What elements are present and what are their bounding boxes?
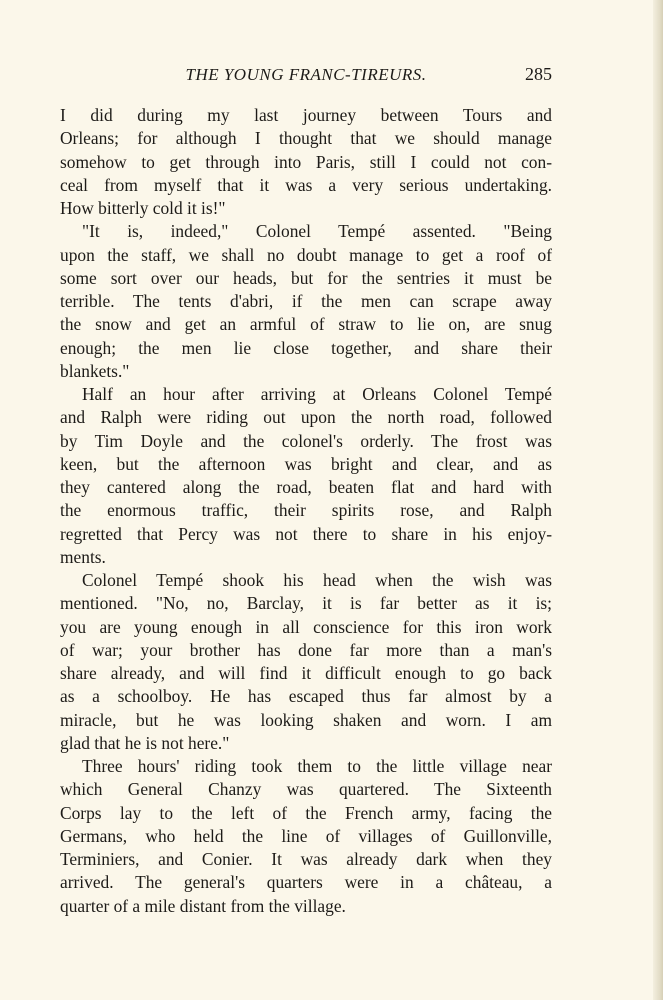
text-line: of war; your brother has done far more than a man's <box>60 639 552 660</box>
text-line: Terminiers, and Conier. It was already dark when they <box>60 849 552 869</box>
text-line: How bitterly cold it is!" <box>60 198 226 218</box>
text-line: ments. <box>60 546 106 567</box>
text-line: Half an hour after arriving at Orleans Colonel Tempé <box>82 384 552 404</box>
text-line: by Tim Doyle and the colonel's orderly. The frost was <box>60 430 552 451</box>
text-line: Three hours' riding took them to the little village near <box>82 756 552 776</box>
text-line: terrible. The tents d'abri, if the men can scrape away <box>60 291 552 311</box>
text-line: mentioned. "No, no, Barclay, it is far better as it is; <box>60 593 552 614</box>
text-line: regretted that Percy was not there to share in his enjoy- <box>60 523 552 544</box>
text-line: miracle, but he was looking shaken and worn. I am <box>60 709 552 730</box>
text-line: as a schoolboy. He has escaped thus far almost by a <box>60 686 552 707</box>
text-line: share already, and will find it difficult enough to go back <box>60 663 552 683</box>
text-line: Orleans; for although I thought that we should manage <box>60 128 552 149</box>
text-line: you are young enough in all conscience for this iron work <box>60 616 552 637</box>
text-line: the enormous traffic, their spirits rose, and Ralph <box>60 500 552 521</box>
text-line: which General Chanzy was quartered. The Sixteenth <box>60 779 552 800</box>
text-line: I did during my last journey between Tours and <box>60 105 552 125</box>
text-line: Germans, who held the line of villages of Guillonville, <box>60 825 552 846</box>
page-number: 285 <box>525 64 552 84</box>
text-line: some sort over our heads, but for the sentries it must be <box>60 267 552 288</box>
text-line: Corps lay to the left of the French army, facing the <box>60 802 552 823</box>
text-line: and Ralph were riding out upon the north road, followed <box>60 407 552 428</box>
text-line: enough; the men lie close together, and share their <box>60 337 552 358</box>
text-line: glad that he is not here." <box>60 732 230 753</box>
text-line: ceal from myself that it was a very serious undertaking. <box>60 174 552 195</box>
text-line: keen, but the afternoon was bright and clear, and as <box>60 453 552 474</box>
text-line: the snow and get an armful of straw to lie on, are snug <box>60 314 552 335</box>
text-line: "It is, indeed," Colonel Tempé assented. "Being <box>82 221 552 242</box>
page-header <box>60 64 552 88</box>
text-line: blankets." <box>60 360 130 381</box>
text-line: upon the staff, we shall no doubt manage to get a roof of <box>60 244 552 265</box>
page-edge <box>653 0 663 1000</box>
text-line: arrived. The general's quarters were in a château, a <box>60 872 552 893</box>
text-line: Colonel Tempé shook his head when the wish was <box>82 570 552 590</box>
text-line: they cantered along the road, beaten flat and hard with <box>60 477 552 497</box>
text-line: somehow to get through into Paris, still I could not con- <box>60 151 552 172</box>
text-line: quarter of a mile distant from the village. <box>60 895 346 916</box>
body-text <box>60 104 552 918</box>
running-title: THE YOUNG FRANC-TIREURS. <box>185 65 427 84</box>
